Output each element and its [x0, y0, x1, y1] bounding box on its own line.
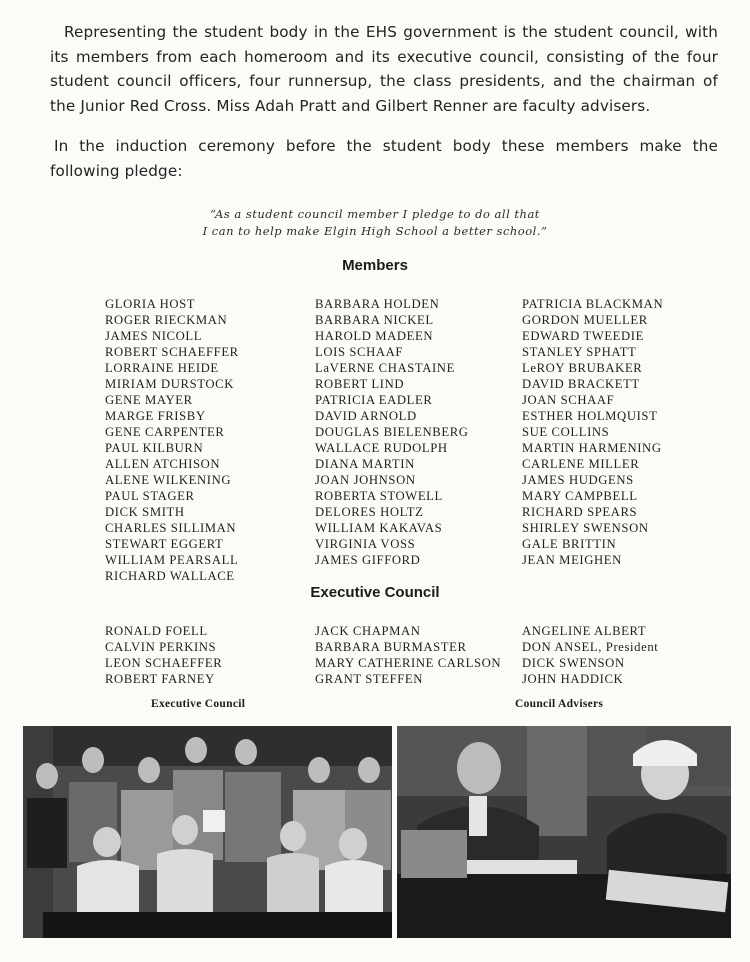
- name-list-item: PATRICIA BLACKMAN: [522, 297, 664, 311]
- name-list-item: RONALD FOELL: [105, 624, 208, 638]
- members-column-2: [315, 296, 469, 568]
- council-advisers-photo: [397, 726, 731, 938]
- name-list-item: SHIRLEY SWENSON: [522, 521, 649, 535]
- name-list-item: JAMES GIFFORD: [315, 553, 421, 567]
- name-list-item: ROBERT SCHAEFFER: [105, 345, 239, 359]
- name-list-item: BARBARA HOLDEN: [315, 297, 440, 311]
- name-list-item: DOUGLAS BIELENBERG: [315, 425, 469, 439]
- name-list-item: LORRAINE HEIDE: [105, 361, 219, 375]
- name-list-item: PAUL STAGER: [105, 489, 195, 503]
- executive-council-photo: [23, 726, 392, 938]
- name-list-item: LOIS SCHAAF: [315, 345, 404, 359]
- name-list-item: PATRICIA EADLER: [315, 393, 433, 407]
- name-list-item: LeROY BRUBAKER: [522, 361, 643, 375]
- name-list-item: DELORES HOLTZ: [315, 505, 424, 519]
- name-list-item: LEON SCHAEFFER: [105, 656, 223, 670]
- pledge-line: “As a student council member I pledge to do all that: [210, 207, 540, 221]
- caption-council-advisers: Council Advisers: [515, 698, 604, 710]
- name-list-item: WALLACE RUDOLPH: [315, 441, 448, 455]
- name-list-item: MARY CATHERINE CARLSON: [315, 656, 502, 670]
- name-list-item: EDWARD TWEEDIE: [522, 329, 644, 343]
- name-list-item: RICHARD SPEARS: [522, 505, 638, 519]
- name-list-item: ROGER RIECKMAN: [105, 313, 228, 327]
- name-list-item: ROBERTA STOWELL: [315, 489, 443, 503]
- name-list-item: GENE MAYER: [105, 393, 193, 407]
- name-list-item: JAMES NICOLL: [105, 329, 203, 343]
- name-list-item: LaVERNE CHASTAINE: [315, 361, 455, 375]
- induction-paragraph: In the induction ceremony before the student body these members make the following pledge:: [50, 137, 718, 180]
- name-list-item: BARBARA NICKEL: [315, 313, 434, 327]
- name-list-item: HAROLD MADEEN: [315, 329, 434, 343]
- name-list-item: DICK SMITH: [105, 505, 185, 519]
- name-list-item: MARGE FRISBY: [105, 409, 206, 423]
- pledge-quote: [0, 206, 750, 240]
- caption-executive-council: Executive Council: [151, 698, 246, 710]
- name-list-item: CHARLES SILLIMAN: [105, 521, 237, 535]
- name-list-item: GALE BRITTIN: [522, 537, 617, 551]
- name-list-item: CARLENE MILLER: [522, 457, 640, 471]
- name-list-item: JOHN HADDICK: [522, 672, 624, 686]
- exec-column-1: [105, 623, 222, 687]
- pledge-line: I can to help make Elgin High School a better school.”: [202, 224, 548, 238]
- name-list-item: DICK SWENSON: [522, 656, 625, 670]
- exec-column-2: [315, 623, 501, 687]
- name-list-item: JOAN JOHNSON: [315, 473, 416, 487]
- name-list-item: ALLEN ATCHISON: [105, 457, 221, 471]
- name-list-item: RICHARD WALLACE: [105, 569, 235, 583]
- executive-council-heading: Executive Council: [310, 584, 440, 601]
- name-list-item: DAVID BRACKETT: [522, 377, 640, 391]
- name-list-item: ESTHER HOLMQUIST: [522, 409, 658, 423]
- name-list-item: JEAN MEIGHEN: [522, 553, 622, 567]
- name-list-item: JOAN SCHAAF: [522, 393, 615, 407]
- name-list-item: WILLIAM KAKAVAS: [315, 521, 443, 535]
- name-list-item: STANLEY SPHATT: [522, 345, 637, 359]
- name-list-item: ANGELINE ALBERT: [522, 624, 647, 638]
- name-list-item: JACK CHAPMAN: [315, 624, 421, 638]
- name-list-item: GLORIA HOST: [105, 297, 196, 311]
- exec-column-3: [522, 623, 658, 687]
- name-list-item: WILLIAM PEARSALL: [105, 553, 239, 567]
- name-list-item: ALENE WILKENING: [105, 473, 232, 487]
- members-heading: Members: [342, 257, 408, 274]
- name-list-item: MARY CAMPBELL: [522, 489, 638, 503]
- name-list-item: ROBERT FARNEY: [105, 672, 215, 686]
- name-list-item: PAUL KILBURN: [105, 441, 204, 455]
- name-list-item: STEWART EGGERT: [105, 537, 224, 551]
- name-list-item: DON ANSEL, President: [522, 640, 659, 654]
- name-list-item: GENE CARPENTER: [105, 425, 225, 439]
- members-column-3: [522, 296, 663, 568]
- name-list-item: GORDON MUELLER: [522, 313, 648, 327]
- name-list-item: SUE COLLINS: [522, 425, 610, 439]
- members-column-1: [105, 296, 239, 584]
- name-list-item: VIRGINIA VOSS: [315, 537, 416, 551]
- intro-paragraph: Representing the student body in the EHS government is the student council, with its members from each homeroom and its executive council, consisting of the four student council officers, four runnersup, the class presidents, and the chairman of the Junior Red Cross. Miss Adah Pratt and Gilbert Renner are faculty advisers.: [50, 23, 718, 115]
- name-list-item: MIRIAM DURSTOCK: [105, 377, 234, 391]
- name-list-item: CALVIN PERKINS: [105, 640, 217, 654]
- name-list-item: ROBERT LIND: [315, 377, 405, 391]
- name-list-item: JAMES HUDGENS: [522, 473, 634, 487]
- name-list-item: BARBARA BURMASTER: [315, 640, 467, 654]
- name-list-item: DIANA MARTIN: [315, 457, 415, 471]
- name-list-item: DAVID ARNOLD: [315, 409, 417, 423]
- name-list-item: MARTIN HARMENING: [522, 441, 662, 455]
- name-list-item: GRANT STEFFEN: [315, 672, 424, 686]
